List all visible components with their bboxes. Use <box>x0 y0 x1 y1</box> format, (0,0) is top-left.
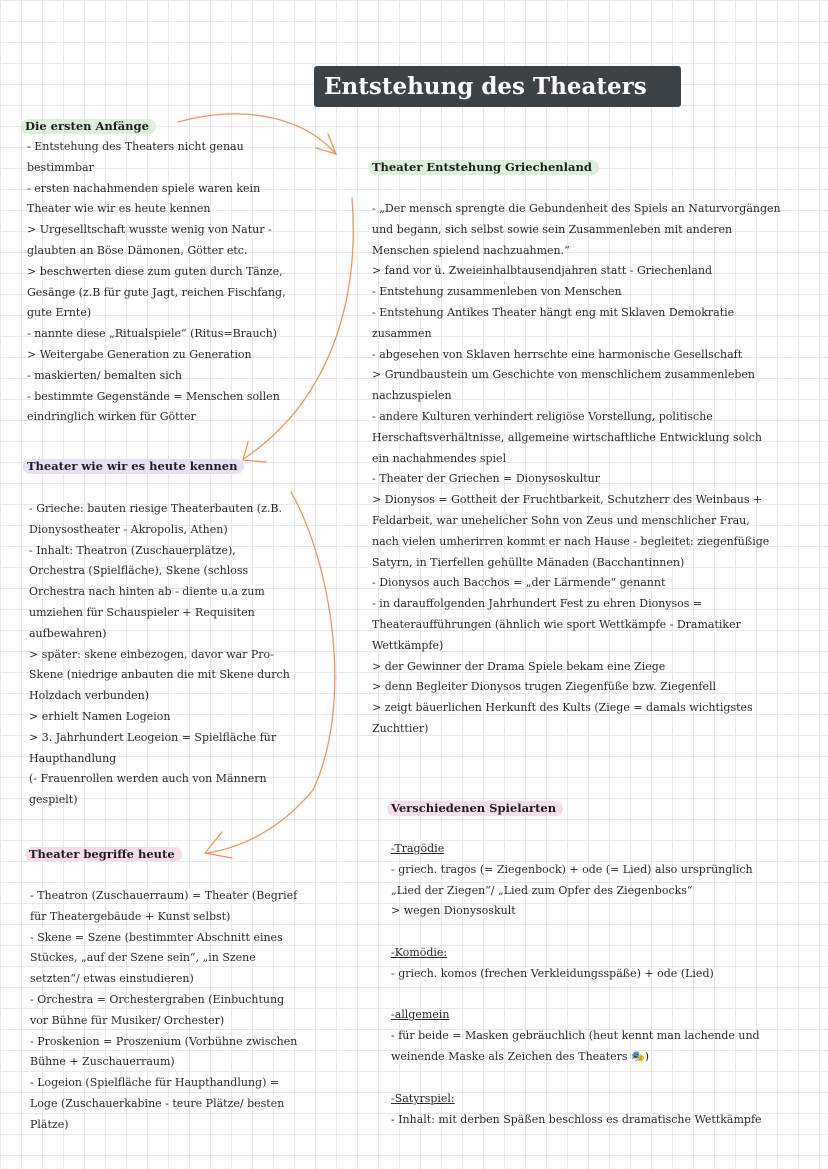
text-line: > fand vor ü. Zweieinhalbtausendjahren statt - Griechenland <box>372 264 713 278</box>
text-line: vor Bühne für Musiker/ Orchester) <box>30 1013 225 1027</box>
text-line: - Proskenion = Proszenium (Vorbühne zwischen <box>30 1034 298 1048</box>
text-line: > 3. Jahrhundert Leogeion = Spielfläche für <box>29 730 277 744</box>
komoedie-line: - griech. komos (frechen Verkleidungsspäße) + ode (Lied) <box>391 966 714 980</box>
spielart-tragoedie <box>391 839 753 922</box>
text-line: ein nachahmendes spiel <box>372 451 507 465</box>
allgemein-label: -allgemein <box>391 1008 450 1021</box>
text-line: > Grundbaustein um Geschichte von menschlichem zusammenleben <box>372 368 755 382</box>
text-line: - Logeion (Spielfläche für Haupthandlung) = <box>30 1076 280 1090</box>
text-line: Feldarbeit, war unehelicher Sohn von Zeus und menschlicher Frau, <box>372 513 750 527</box>
text-line: Orchestra nach hinten ab - diente u.a zum <box>29 585 265 599</box>
text-line: Plätze) <box>30 1117 69 1131</box>
text-line: - Inhalt: Theatron (Zuschauerplätze), <box>29 543 236 557</box>
text-line: eindringlich wirken für Götter <box>27 410 196 424</box>
heading-spielarten: Verschiedenen Spielarten <box>387 801 563 816</box>
arrowhead-heute <box>243 442 266 462</box>
text-line: - Grieche: bauten riesige Theaterbauten (z.B. <box>29 502 282 515</box>
text-line: Satyrn, in Tierfellen gehüllte Mänaden (Bacchantinnen) <box>372 555 685 569</box>
text-line: - Orchestra = Orchestergraben (Einbuchtung <box>30 992 285 1006</box>
allgemein-line: - für beide = Masken gebräuchlich (heut kennt man lachende und <box>391 1028 760 1042</box>
text-line: Theater wie wir es heute kennen <box>27 202 211 216</box>
text-line: - Theater der Griechen = Dionysoskultur <box>372 472 601 486</box>
spielart-satyrspiel <box>391 1089 762 1131</box>
text-line: - abgesehen von Sklaven herrschte eine harmonische Gesellschaft <box>372 347 743 361</box>
text-line: Bühne + Zuschauerraum) <box>30 1055 175 1069</box>
text-line: > Urgeselltschaft wusste wenig von Natur - <box>27 223 272 237</box>
text-line: > später: skene einbezogen, davor war Pro- <box>29 647 274 661</box>
allgemein-line-2 <box>391 1047 760 1068</box>
satyr-line: - Inhalt: mit derben Späßen beschloss es dramatische Wettkämpfe <box>391 1112 762 1126</box>
text-line: (- Frauenrollen werden auch von Männern <box>29 772 267 786</box>
text-line: für Theatergebäude + Kunst selbst) <box>30 909 231 923</box>
section-griechenland <box>372 199 781 740</box>
section-theater-heute <box>29 499 290 811</box>
text-line: - maskierten/ bemalten sich <box>27 368 182 382</box>
heading-theater-heute: Theater wie wir es heute kennen <box>23 459 244 474</box>
text-line: setzten“/ etwas einstudieren) <box>30 972 194 986</box>
text-line: - „Der mensch sprengte die Gebundenheit des Spiels an Naturvorgängen <box>372 202 781 215</box>
text-line: nachzuspielen <box>372 389 452 403</box>
allgemein-line-end: ) <box>644 1049 650 1063</box>
section-ersten-anfaenge <box>27 137 286 428</box>
text-line: > beschwerten diese zum guten durch Tänze, <box>27 264 283 278</box>
section-theater-begriffe <box>30 886 297 1136</box>
tragoedie-line: > wegen Dionysoskult <box>391 904 516 918</box>
heading-ersten-anfaenge: Die ersten Anfänge <box>21 119 156 134</box>
text-line: - in darauffolgenden Jahrhundert Fest zu ehren Dionysos = <box>372 597 703 611</box>
text-line: - Theatron (Zuschauerraum) = Theater (Begrief <box>30 889 298 902</box>
text-line: gute Ernte) <box>27 306 92 320</box>
text-line: - nannte diese „Ritualspiele“ (Ritus=Brauch) <box>27 327 278 341</box>
text-line: Stückes, „auf der Szene sein“, „in Szene <box>30 951 256 965</box>
text-line: Theateraufführungen (ähnlich wie sport Wettkämpfe - Dramatiker <box>372 617 741 631</box>
text-line: Loge (Zuschauerkabine - teure Plätze/ besten <box>30 1096 285 1110</box>
text-line: Haupthandlung <box>29 751 117 765</box>
text-line: > zeigt bäuerlichen Herkunft des Kults (Ziege = damals wichtigstes <box>372 701 753 715</box>
text-line: - andere Kulturen verhindert religiöse Vorstellung, politische <box>372 409 713 423</box>
tragoedie-line: „Lied der Ziegen“/ „Lied zum Opfer des Ziegenbocks“ <box>391 883 693 897</box>
spielart-komoedie <box>391 943 714 985</box>
allgemein-line-text: weinende Maske als Zeichen des Theaters <box>391 1049 628 1063</box>
satyr-label: -Satyrspiel: <box>391 1092 455 1105</box>
text-line: Wettkämpfe) <box>372 638 444 652</box>
text-line: gespielt) <box>29 793 78 807</box>
text-line: umziehen für Schauspieler + Requisiten <box>29 605 255 619</box>
text-line: zusammen <box>372 326 432 340</box>
heading-griechenland: Theater Entstehung Griechenland <box>368 160 599 175</box>
text-line: Holzdach verbunden) <box>29 689 149 703</box>
arrowhead-begriffe <box>205 832 232 858</box>
text-line: Skene (niedrige anbauten die mit Skene durch <box>29 668 290 682</box>
text-line: - Entstehung Antikes Theater hängt eng mit Sklaven Demokratie <box>372 305 735 319</box>
text-line: Menschen spielend nachzuahmen.“ <box>372 243 570 257</box>
page-title: Entstehung des Theaters <box>314 66 681 107</box>
tragoedie-label: -Tragödie <box>391 842 445 855</box>
text-line: > Weitergabe Generation zu Generation <box>27 347 252 361</box>
text-line: > erhielt Namen Logeion <box>29 709 171 723</box>
text-line: > der Gewinner der Drama Spiele bekam eine Ziege <box>372 659 666 673</box>
text-line: - bestimmte Gegenstände = Menschen sollen <box>27 389 280 403</box>
heading-theater-begriffe: Theater begriffe heute <box>25 847 182 862</box>
text-line: - ersten nachahmenden spiele waren kein <box>27 181 261 195</box>
komoedie-label: -Komödie: <box>391 946 448 959</box>
text-line: Dionysostheater - Akropolis, Athen) <box>29 522 228 536</box>
text-line: > Dionysos = Gottheit der Fruchtbarkeit, Schutzherr des Weinbaus + <box>372 493 763 507</box>
text-line: - Dionysos auch Bacchos = „der Lärmende“ genannt <box>372 576 666 590</box>
spielart-allgemein <box>391 1005 760 1067</box>
text-line: Gesänge (z.B für gute Jagt, reichen Fischfang, <box>27 285 286 299</box>
text-line: Herschaftsverhältnisse, allgemeine wirtschaftliche Entwicklung solch <box>372 430 762 444</box>
text-line: und begann, sich selbst sowie sein Zusammenleben mit anderen <box>372 222 733 236</box>
text-line: - Skene = Szene (bestimmter Abschnitt eines <box>30 930 283 944</box>
text-line: > denn Begleiter Dionysos trugen Ziegenfüße bzw. Ziegenfell <box>372 680 717 694</box>
theater-masks-icon: 🎭 <box>631 1049 645 1063</box>
text-line: - Entstehung des Theaters nicht genau <box>27 140 244 153</box>
text-line: Zuchttier) <box>372 721 429 735</box>
text-line: Orchestra (Spielfläche), Skene (schloss <box>29 564 249 578</box>
text-line: bestimmbar <box>27 160 94 174</box>
text-line: glaubten an Böse Dämonen, Götter etc. <box>27 243 248 257</box>
text-line: aufbewahren) <box>29 626 107 640</box>
arrowhead-griechenland <box>316 134 336 154</box>
text-line: - Entstehung zusammenleben von Menschen <box>372 285 622 299</box>
tragoedie-line: - griech. tragos (= Ziegenbock) + ode (= Lied) also ursprünglich <box>391 862 753 876</box>
text-line: nach vielen umherirren kommt er nach Hause - begleitet: ziegenfüßige <box>372 534 770 548</box>
